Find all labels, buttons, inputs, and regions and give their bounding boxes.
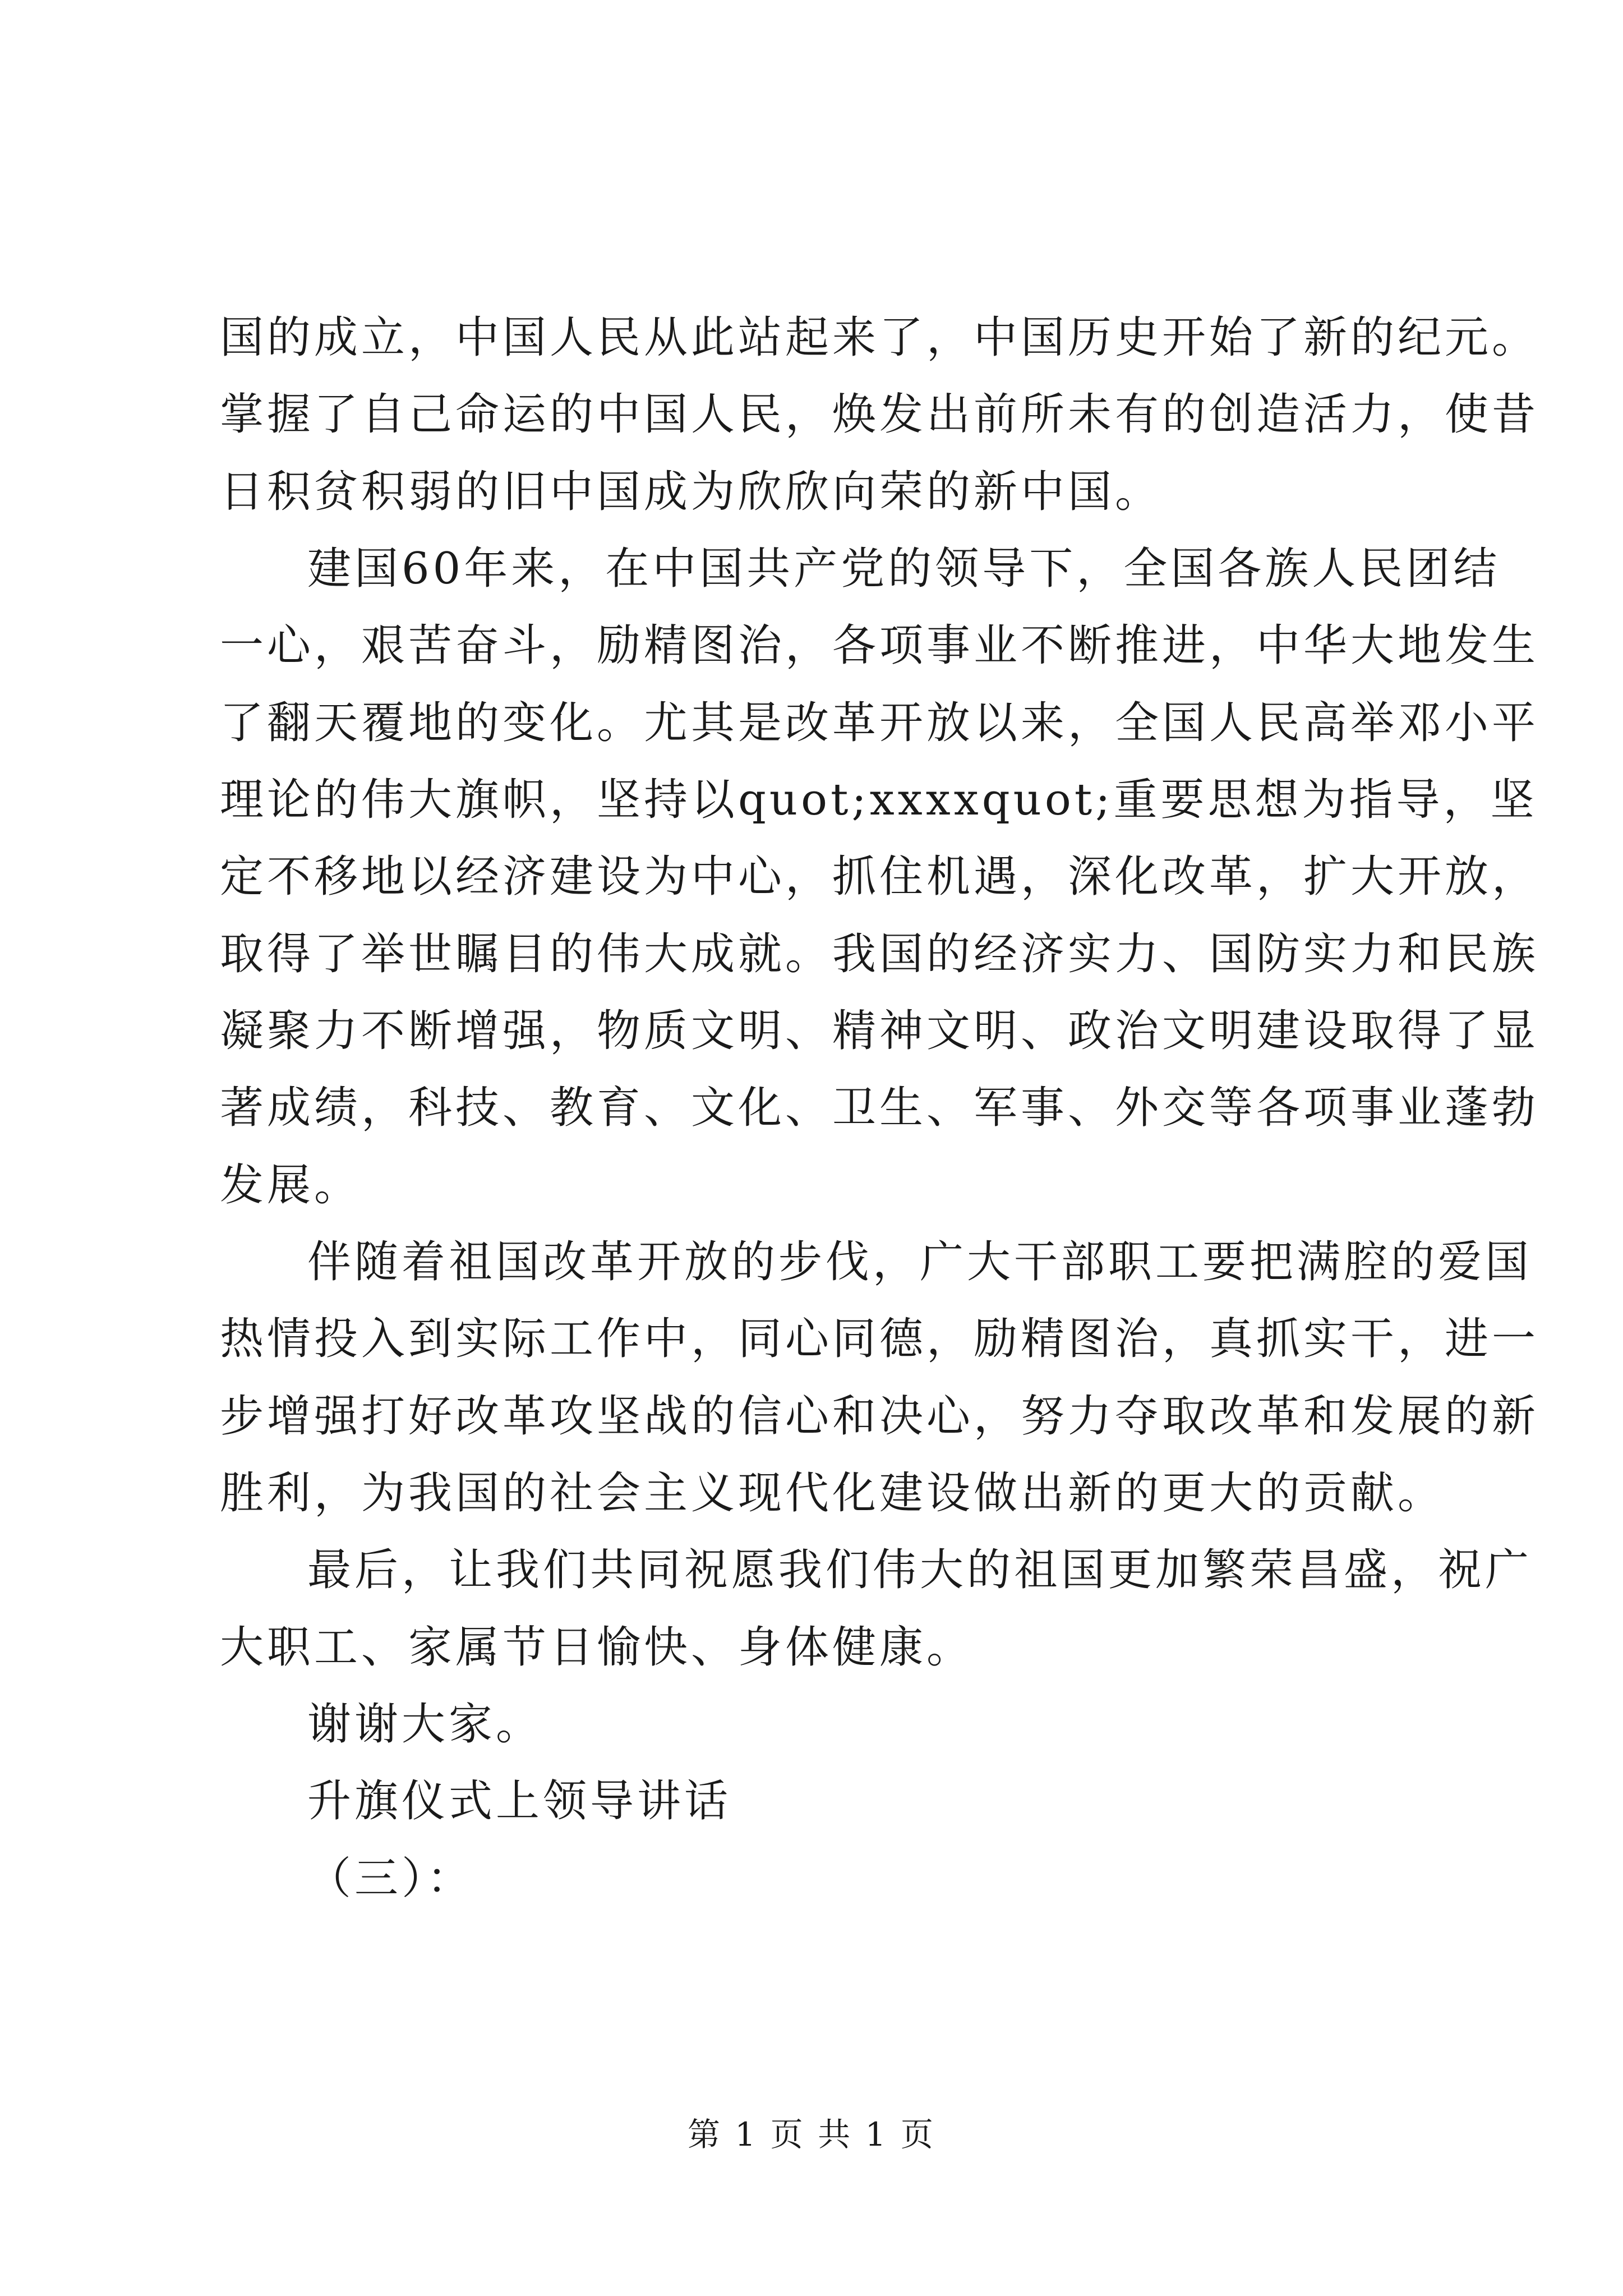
page-footer: 第 1 页 共 1 页 <box>688 2115 935 2154</box>
text-line: 建国60年来，在中国共产党的领导下，全国各族人民团结 <box>307 544 1501 594</box>
text-line: 伴随着祖国改革开放的步伐，广大干部职工要把满腔的爱国 <box>307 1237 1533 1287</box>
text-line: 谢谢大家。 <box>307 1699 543 1750</box>
section-number: （三）： <box>307 1853 474 1904</box>
text-line: 凝聚力不断增强，物质文明、精神文明、政治文明建设取得了显 <box>220 1006 1539 1056</box>
text-line: 国的成立，中国人民从此站起来了，中国历史开始了新的纪元。 <box>220 312 1539 363</box>
text-line: 日积贫积弱的旧中国成为欣欣向荣的新中国。 <box>220 467 1163 517</box>
text-line: 最后，让我们共同祝愿我们伟大的祖国更加繁荣昌盛，祝广 <box>307 1545 1533 1595</box>
text-line: 大职工、家属节日愉快、身体健康。 <box>220 1622 974 1673</box>
text-line: 热情投入到实际工作中，同心同德，励精图治，真抓实干，进一 <box>220 1314 1539 1364</box>
text-line: 著成绩，科技、教育、文化、卫生、军事、外交等各项事业蓬勃 <box>220 1083 1539 1133</box>
text-line: 了翻天覆地的变化。尤其是改革开放以来，全国人民高举邓小平 <box>220 698 1539 748</box>
text-line: 定不移地以经济建设为中心，抓住机遇，深化改革，扩大开放， <box>220 852 1539 902</box>
text-line: 胜利，为我国的社会主义现代化建设做出新的更大的贡献。 <box>220 1468 1445 1519</box>
text-line: 一心，艰苦奋斗，励精图治，各项事业不断推进，中华大地发生 <box>220 620 1539 671</box>
text-line: 掌握了自己命运的中国人民，焕发出前所未有的创造活力，使昔 <box>220 389 1539 440</box>
text-line: 取得了举世瞩目的伟大成就。我国的经济实力、国防实力和民族 <box>220 929 1539 979</box>
text-line: 步增强打好改革攻坚战的信心和决心，努力夺取改革和发展的新 <box>220 1391 1539 1442</box>
text-line: 理论的伟大旗帜，坚持以quot;xxxxquot;重要思想为指导，坚 <box>220 775 1538 825</box>
section-heading: 升旗仪式上领导讲话 <box>307 1776 732 1826</box>
text-line: 发展。 <box>220 1160 362 1211</box>
